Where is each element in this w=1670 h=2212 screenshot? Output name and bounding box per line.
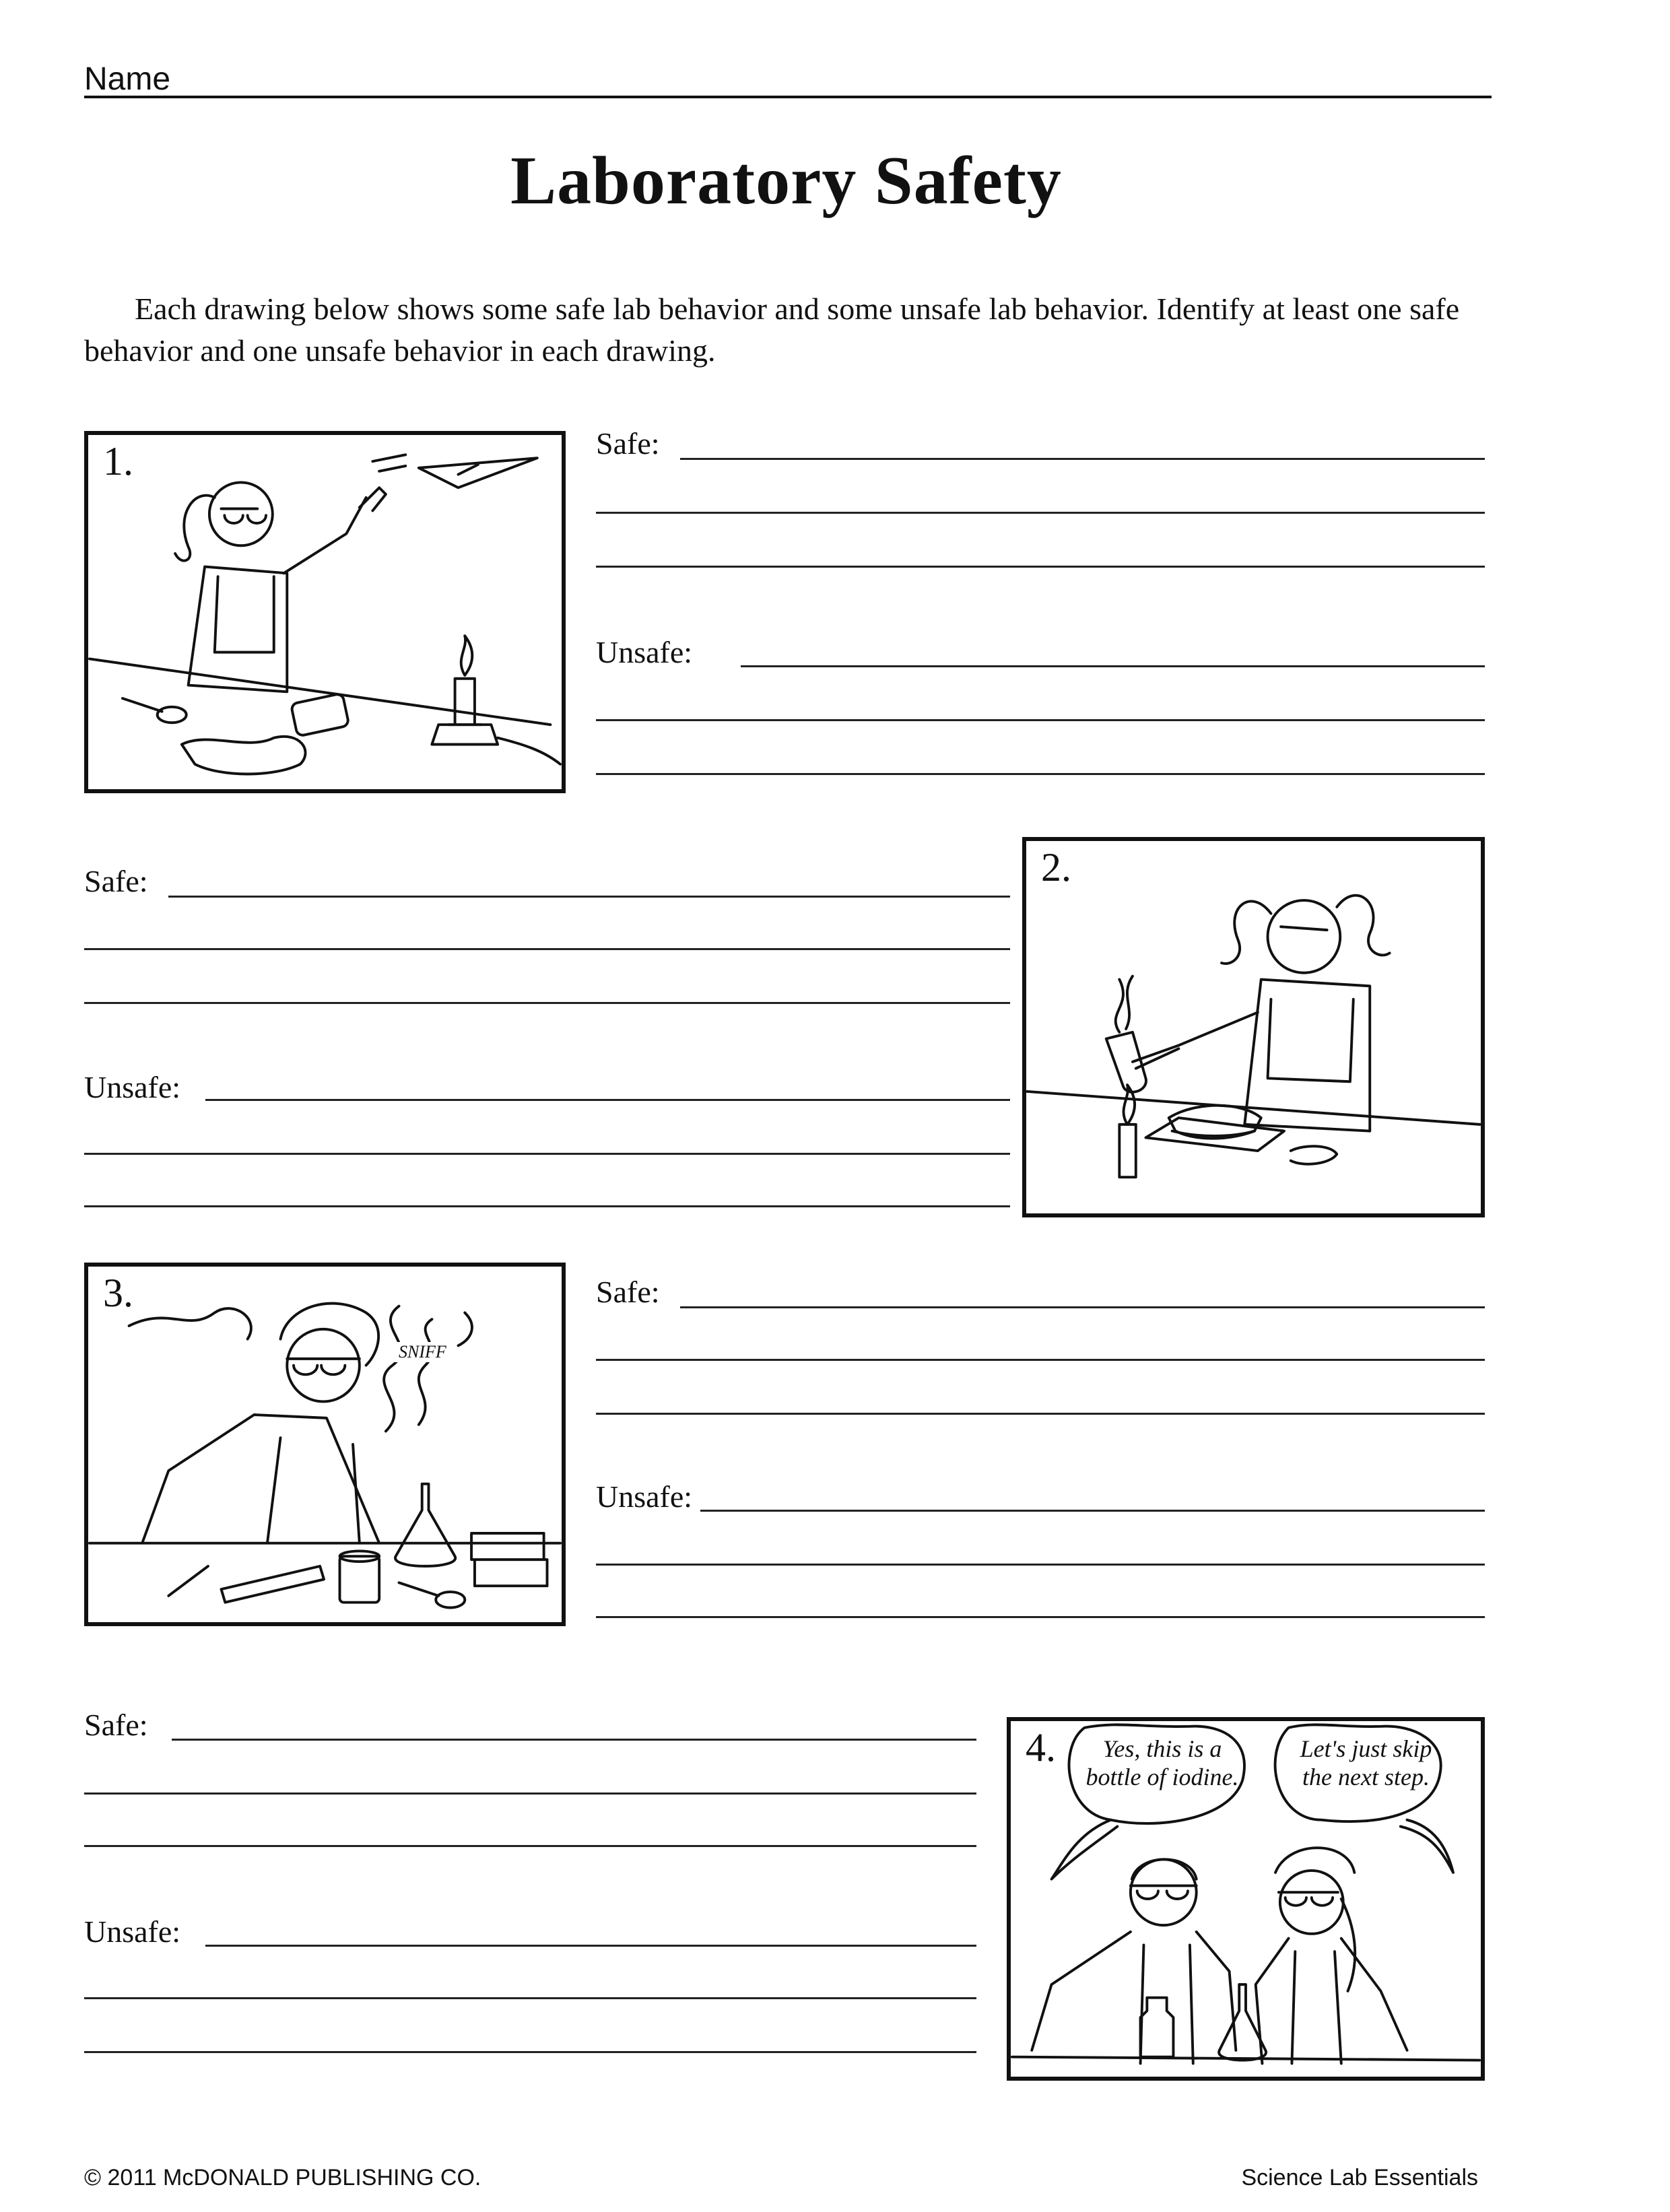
copyright-footer: © 2011 McDONALD PUBLISHING CO.	[84, 2165, 481, 2190]
panel-2-unsafe-label: Unsafe:	[84, 1070, 181, 1104]
panel-2-unsafe-line-1[interactable]	[205, 1099, 1010, 1101]
name-field-line[interactable]	[84, 96, 1492, 98]
panel-3-safe-line-3[interactable]	[596, 1413, 1485, 1415]
panel-4-safe-line-3[interactable]	[84, 1845, 976, 1847]
panel-2-safe-label: Safe:	[84, 864, 148, 898]
panel-3-illustration	[84, 1263, 566, 1626]
panel-1-safe-label: Safe:	[596, 426, 660, 461]
panel-2-number: 2.	[1041, 845, 1071, 890]
panel-3-unsafe-line-2[interactable]	[596, 1564, 1485, 1566]
panel-2-illustration	[1022, 837, 1485, 1217]
panel-1-unsafe-line-3[interactable]	[596, 773, 1485, 775]
panel-4-unsafe-line-2[interactable]	[84, 1997, 976, 1999]
panel-1-number: 1.	[103, 439, 133, 483]
panel-1-unsafe-label: Unsafe:	[596, 635, 693, 669]
panel-1-unsafe-line-1[interactable]	[741, 665, 1485, 667]
panel-4-safe-line-1[interactable]	[172, 1739, 976, 1741]
panel-4-number: 4.	[1026, 1725, 1056, 1770]
panel-3-number: 3.	[103, 1271, 133, 1315]
lab-drawing-paper-airplane	[88, 435, 562, 789]
panel-1-safe-line-1[interactable]	[680, 458, 1485, 460]
lab-drawing-eating-in-lab	[1026, 841, 1481, 1213]
panel-4-illustration	[1007, 1717, 1485, 2081]
panel-2-unsafe-line-2[interactable]	[84, 1153, 1010, 1155]
panel-3-unsafe-label: Unsafe:	[596, 1479, 693, 1514]
panel-1-unsafe-line-2[interactable]	[596, 719, 1485, 721]
panel-3-safe-line-1[interactable]	[680, 1306, 1485, 1308]
panel-4-unsafe-label: Unsafe:	[84, 1914, 181, 1949]
panel-3-safe-line-2[interactable]	[596, 1359, 1485, 1361]
panel-2-safe-line-2[interactable]	[84, 948, 1010, 950]
panel-4-safe-label: Safe:	[84, 1708, 148, 1742]
series-footer: Science Lab Essentials	[1241, 2165, 1478, 2190]
lab-drawing-sniffing-fumes	[88, 1267, 562, 1622]
panel-1-safe-line-2[interactable]	[596, 512, 1485, 514]
panel-2-unsafe-line-3[interactable]	[84, 1205, 1010, 1207]
panel-2-safe-line-3[interactable]	[84, 1002, 1010, 1004]
sniff-sound-effect: SNIFF	[395, 1342, 450, 1362]
panel-1-illustration	[84, 431, 566, 793]
page-title: Laboratory Safety	[510, 143, 1062, 219]
panel-4-safe-line-2[interactable]	[84, 1792, 976, 1795]
panel-3-safe-label: Safe:	[596, 1275, 660, 1309]
panel-2-safe-line-1[interactable]	[168, 896, 1010, 898]
name-label: Name	[84, 61, 171, 97]
panel-3-unsafe-line-3[interactable]	[596, 1616, 1485, 1618]
speech-bubble-right: Let's just skip the next step.	[1300, 1735, 1432, 1790]
panel-4-unsafe-line-3[interactable]	[84, 2051, 976, 2053]
speech-bubble-left: Yes, this is a bottle of iodine.	[1086, 1735, 1239, 1790]
panel-4-unsafe-line-1[interactable]	[205, 1945, 976, 1947]
instructions: Each drawing below shows some safe lab behavior and some unsafe lab behavior. Identify at least one safe behavior and one unsafe behavior in each drawing.	[84, 292, 1460, 368]
panel-3-unsafe-line-1[interactable]	[700, 1510, 1485, 1512]
panel-1-safe-line-3[interactable]	[596, 566, 1485, 568]
